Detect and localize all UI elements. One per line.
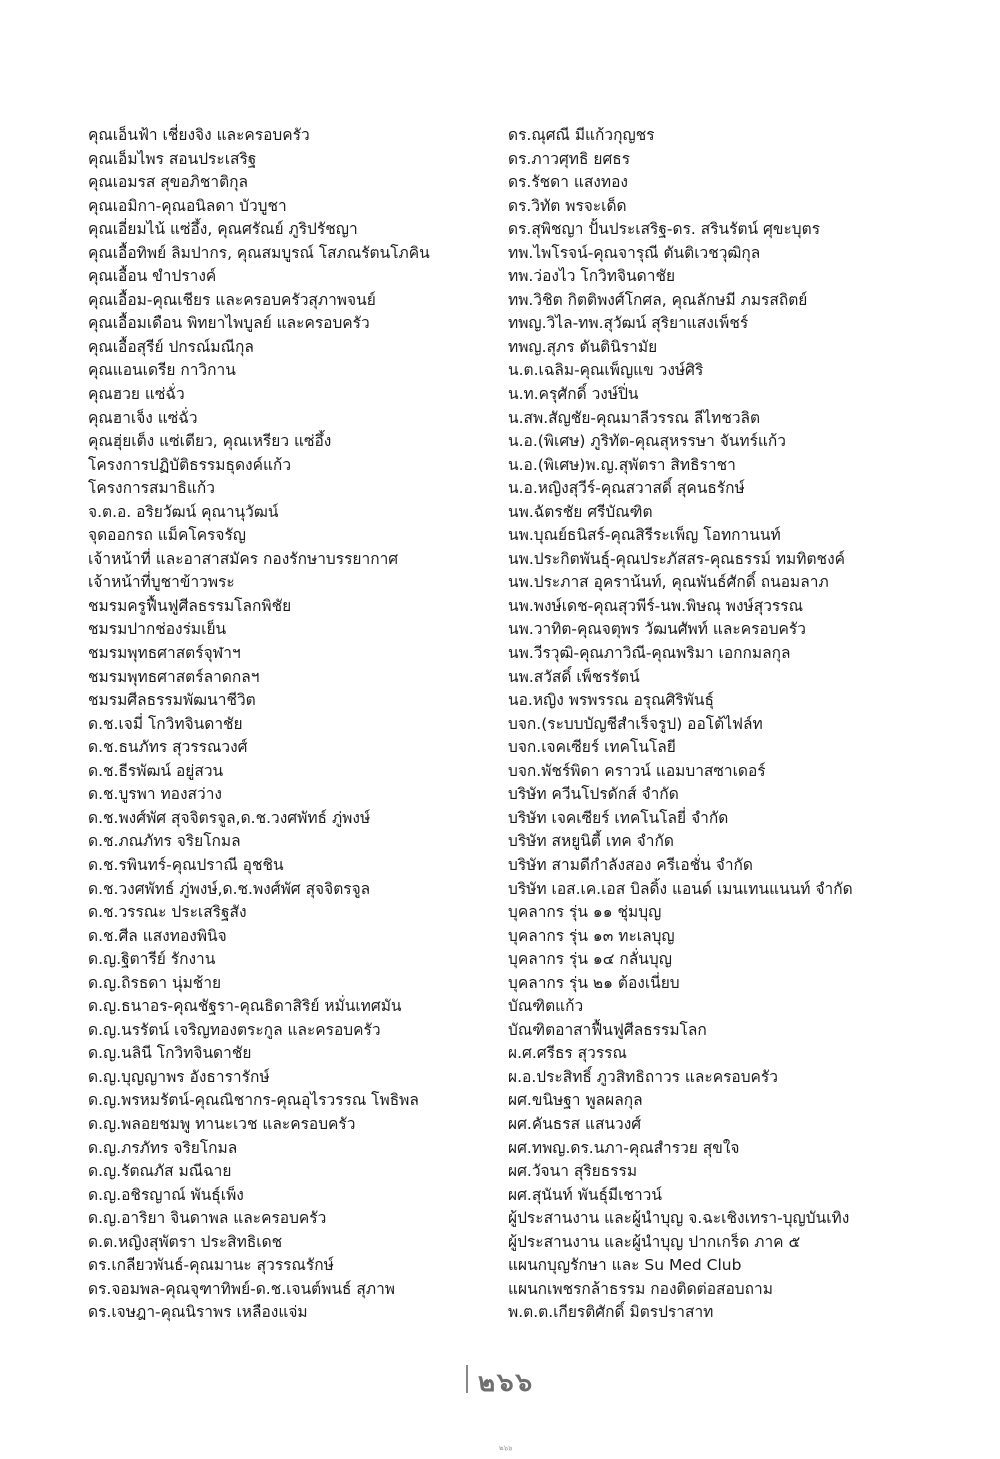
name-entry: ทพญ.สุภร ตันตินิรามัย bbox=[508, 337, 658, 356]
name-entry: ผศ.ทพญ.ดร.นภา-คุณสำรวย สุขใจ bbox=[508, 1138, 740, 1157]
name-entry: นพ.พงษ์เดช-คุณสุวพีร์-นพ.พิษณุ พงษ์สุวรรณ bbox=[508, 596, 803, 615]
name-entry: ด.ช.วงศพัทธ์ ภู่พงษ์,ด.ช.พงศ์พัศ สุจจิตรจูล bbox=[88, 879, 371, 898]
name-entry: ทพ.วิชิต กิตติพงศ์โกศล, คุณลักษมี ภมรสถิตย์ bbox=[508, 290, 808, 309]
name-entry: ชมรมพุทธศาสตร์จุฬาฯ bbox=[88, 644, 241, 663]
name-entry: ทพ.ว่องไว โกวิทจินดาชัย bbox=[508, 267, 676, 286]
name-entry: ชมรมครูฟื้นฟูศีลธรรมโลกพิชัย bbox=[88, 596, 292, 615]
name-entry: ด.ช.ธนภัทร สุวรรณวงศ์ bbox=[88, 738, 248, 757]
footer-divider bbox=[466, 1365, 468, 1393]
name-entry: ผศ.สุนันท์ พันธุ์มีเชาวน์ bbox=[508, 1185, 662, 1204]
name-entry: คุณฮุ่ยเต็ง แซ่เตียว, คุณเหรียว แซ่อึ้ง bbox=[88, 432, 332, 451]
name-entry: ดร.รัชดา แสงทอง bbox=[508, 173, 628, 192]
name-entry: ด.ญ.พลอยชมพู ทานะเวช และครอบครัว bbox=[88, 1114, 356, 1133]
name-entry: จุดออกรถ แม็คโครจรัญ bbox=[88, 526, 246, 545]
name-entry: น.อ.หญิงสุวีร์-คุณสวาสดิ์ สุคนธรักษ์ bbox=[508, 479, 745, 498]
left-name-column bbox=[88, 124, 498, 1325]
name-entry: น.อ.(พิเศษ) ภูริทัต-คุณสุหรรษา จันทร์แก้ว bbox=[508, 432, 786, 451]
name-entry: ชมรมศีลธรรมพัฒนาชีวิต bbox=[88, 691, 256, 710]
name-entry: พ.ต.ต.เกียรติศักดิ์ มิตรปราสาท bbox=[508, 1303, 714, 1322]
name-entry: ดร.เจษฎา-คุณนิราพร เหลืองแจ่ม bbox=[88, 1303, 308, 1322]
name-entry: นพ.ประกิตพันธุ์-คุณประภัสสร-คุณธรรม์ ทมทิตชงค์ bbox=[508, 549, 846, 568]
name-entry: ชมรมพุทธศาสตร์ลาดกลฯ bbox=[88, 667, 260, 686]
name-entry: โครงการสมาธิแก้ว bbox=[88, 479, 215, 498]
name-entry: แผนกบุญรักษา และ Su Med Club bbox=[508, 1256, 742, 1275]
name-entry: บจก.พัชร์พิดา คราวน์ แอมบาสซาเดอร์ bbox=[508, 761, 766, 780]
name-entry: ด.ญ.ภรภัทร จริยโกมล bbox=[88, 1138, 238, 1157]
name-entry: คุณเอื้อม-คุณเชียร และครอบครัวสุภาพจนย์ bbox=[88, 290, 376, 309]
name-entry: ด.ต.หญิงสุพัตรา ประสิทธิเดช bbox=[88, 1232, 283, 1251]
name-entry: ดร.ณุศณี มีแก้วกุญชร bbox=[508, 126, 655, 144]
name-entry: บัณฑิตอาสาฟื้นฟูศีลธรรมโลก bbox=[508, 1020, 707, 1039]
name-entry: บริษัท เอส.เค.เอส บิลดิ้ง แอนด์ เมนเทนแนนท์ จำกัด bbox=[508, 879, 853, 898]
name-entry: ด.ช.ภณภัทร จริยโกมล bbox=[88, 832, 241, 851]
name-entry: บุคลากร รุ่น ๑๓ ทะเลบุญ bbox=[508, 926, 675, 945]
name-entry: บุคลากร รุ่น ๑๑ ชุ่มบุญ bbox=[508, 903, 662, 922]
name-entry: ดร.วิทัต พรจะเด็ด bbox=[508, 196, 627, 215]
name-entry: นพ.วาทิต-คุณจตุพร วัฒนศัพท์ และครอบครัว bbox=[508, 620, 806, 639]
name-entry: แผนกเพชรกล้าธรรม กองติดต่อสอบถาม bbox=[508, 1279, 773, 1298]
name-entry: จ.ต.อ. อริยวัฒน์ คุณานุวัฒน์ bbox=[88, 502, 279, 521]
name-entry: คุณเอื้อมเดือน พิทยาไพบูลย์ และครอบครัว bbox=[88, 314, 370, 333]
name-entry: ผู้ประสานงาน และผู้นำบุญ จ.ฉะเชิงเทรา-บุญบันเทิง bbox=[508, 1209, 850, 1228]
name-entry: เจ้าหน้าที่ และอาสาสมัคร กองรักษาบรรยากาศ bbox=[88, 549, 399, 568]
name-entry: ดร.เกลียวพันธ์-คุณมานะ สุวรรณรักษ์ bbox=[88, 1256, 334, 1275]
name-entry: ดร.จอมพล-คุณจุฑาทิพย์-ด.ช.เจนต์พนธ์ สุภาพ bbox=[88, 1279, 396, 1298]
name-entry: ด.ช.พงศ์พัศ สุจจิตรจูล,ด.ช.วงศพัทธ์ ภู่พงษ์ bbox=[88, 808, 371, 827]
page-number: ๒๖๖ bbox=[478, 1368, 535, 1398]
footer-small-page-mark: ๒๖๖ bbox=[499, 1444, 513, 1452]
name-entry: น.สพ.สัญชัย-คุณมาลีวรรณ ลีไทชวลิต bbox=[508, 408, 761, 427]
name-entry: บจก.(ระบบบัญชีสำเร็จรูป) ออโต้ไฟล์ท bbox=[508, 714, 763, 733]
name-entry: ด.ญ.ฐิตารีย์ รักงาน bbox=[88, 950, 216, 969]
name-entry: ชมรมปากช่องร่มเย็น bbox=[88, 620, 227, 639]
name-entry: คุณเอี่ยมไน้ แซ่อึ้ง, คุณศรัณย์ ภูริปรัชญา bbox=[88, 220, 358, 239]
name-entry: ด.ช.ธีรพัฒน์ อยู่สวน bbox=[88, 761, 224, 780]
name-entry: นพ.สวัสดิ์ เพ็ชรรัตน์ bbox=[508, 667, 640, 686]
name-entry: บริษัท เจคเซียร์ เทคโนโลยี่ จำกัด bbox=[508, 808, 729, 827]
name-entry: ผู้ประสานงาน และผู้นำบุญ ปากเกร็ด ภาค ๕ bbox=[508, 1232, 801, 1251]
name-entry: ผ.อ.ประสิทธิ์ ภูวสิทธิถาวร และครอบครัว bbox=[508, 1067, 778, 1086]
name-entry: ด.ช.วรรณะ ประเสริฐสัง bbox=[88, 903, 247, 922]
name-entry: บจก.เจคเซียร์ เทคโนโลยี bbox=[508, 738, 676, 757]
name-entry: ด.ญ.อชิรญาณ์ พันธุ์เพ็ง bbox=[88, 1185, 244, 1204]
name-entry: ทพ.ไพโรจน์-คุณจารุณี ตันติเวชวุฒิกุล bbox=[508, 243, 761, 262]
name-entry: คุณฮวย แซ่ฉั่ว bbox=[88, 385, 185, 404]
name-entry: บุคลากร รุ่น ๑๔ กลั่นบุญ bbox=[508, 950, 672, 969]
name-entry: คุณเอื้อสุรีย์ ปกรณ์มณีกุล bbox=[88, 337, 254, 356]
name-entry: ด.ญ.อาริยา จินดาพล และครอบครัว bbox=[88, 1209, 327, 1228]
name-entry: ด.ญ.บุญญาพร อังธารารักษ์ bbox=[88, 1067, 270, 1086]
name-entry: บริษัท สหยูนิตี้ เทค จำกัด bbox=[508, 832, 674, 851]
name-entry: บริษัท ควีนโปรดักส์ จำกัด bbox=[508, 785, 679, 804]
name-entry: ด.ช.รพินทร์-คุณปราณี อุชชิน bbox=[88, 855, 284, 874]
name-entry: น.อ.(พิเศษ)พ.ญ.สุพัตรา สิทธิราชา bbox=[508, 455, 736, 474]
name-entry: เจ้าหน้าที่บูชาข้าวพระ bbox=[88, 573, 235, 592]
name-entry: ด.ญ.ถิรธดา นุ่มช้าย bbox=[88, 973, 222, 992]
name-entry: คุณเอ็มไพร สอนประเสริฐ bbox=[88, 149, 257, 168]
name-entry: คุณแอนเดรีย กาวิกาน bbox=[88, 361, 236, 380]
name-entry: นอ.หญิง พรพรรณ อรุณศิริพันธุ์ bbox=[508, 691, 714, 710]
name-entry: บุคลากร รุ่น ๒๑ ต้องเนี่ยบ bbox=[508, 973, 680, 992]
name-entry: บริษัท สามดีกำลังสอง ครีเอชั่น จำกัด bbox=[508, 855, 753, 874]
name-entry: ดร.สุพิชญา ปั้นประเสริฐ-ดร. สรินรัตน์ ศุขะบุตร bbox=[508, 220, 821, 239]
name-entry: ผศ.วัจนา สุริยธรรม bbox=[508, 1162, 638, 1181]
right-name-column bbox=[508, 124, 968, 1325]
name-entry: ทพญ.วิไล-ทพ.สุวัฒน์ สุริยาแสงเพ็ชร์ bbox=[508, 314, 749, 333]
name-entry: ผศ.คันธรส แสนวงศ์ bbox=[508, 1114, 642, 1133]
name-entry: นพ.ฉัตรชัย ศรีบัณฑิต bbox=[508, 502, 653, 521]
name-entry: น.ท.ครุศักดิ์ วงษ์ปิ่น bbox=[508, 385, 639, 404]
name-entry: คุณเอ็นฟ้า เชี่ยงจิง และครอบครัว bbox=[88, 126, 310, 144]
name-entry: คุณเอื้อน ขำปรางค์ bbox=[88, 267, 217, 286]
name-entry: คุณฮาเจ็ง แซ่ฉั่ว bbox=[88, 408, 198, 427]
name-entry: ด.ญ.รัตณภัส มณีฉาย bbox=[88, 1162, 232, 1181]
name-entry: ผ.ศ.ศรีธร สุวรรณ bbox=[508, 1044, 627, 1063]
name-entry: ด.ช.บูรพา ทองสว่าง bbox=[88, 785, 222, 804]
name-entry: โครงการปฏิบัติธรรมธุดงค์แก้ว bbox=[88, 455, 292, 474]
name-entry: คุณเอมิกา-คุณอนิลดา บัวบูชา bbox=[88, 196, 287, 215]
name-entry: ด.ญ.ธนาอร-คุณชัฐรา-คุณธิดาสิริย์ หมั่นเทศมัน bbox=[88, 997, 402, 1016]
name-entry: นพ.ประภาส อุคราน้นท์, คุณพันธ์ศักดิ์ ถนอมลาภ bbox=[508, 573, 829, 592]
name-entry: น.ต.เฉลิม-คุณเพ็ญแข วงษ์ศิริ bbox=[508, 361, 704, 380]
name-entry: ด.ช.เจมี่ โกวิทจินดาชัย bbox=[88, 714, 243, 733]
name-entry: ดร.ภาวศุทธิ ยศธร bbox=[508, 149, 631, 168]
name-entry: นพ.บุณย์ธนิสร์-คุณสิรีระเพ็ญ โอทกานนท์ bbox=[508, 526, 781, 545]
name-entry: ด.ช.ศีล แสงทองพินิจ bbox=[88, 926, 227, 945]
name-entry: ด.ญ.นลินี โกวิทจินดาชัย bbox=[88, 1044, 252, 1063]
name-entry: นพ.วีรวุฒิ-คุณภาวิณี-คุณพริมา เอกกมลกุล bbox=[508, 644, 791, 663]
name-entry: บัณฑิตแก้ว bbox=[508, 997, 584, 1016]
name-entry: คุณเอมรส สุขอภิชาติกุล bbox=[88, 173, 249, 192]
name-entry: ด.ญ.พรหมรัตน์-คุณณิชากร-คุณอุไรวรรณ โพธิพล bbox=[88, 1091, 419, 1110]
name-entry: ผศ.ขนิษฐา พูลผลกุล bbox=[508, 1091, 643, 1110]
name-entry: ด.ญ.นรรัตน์ เจริญทองตระกูล และครอบครัว bbox=[88, 1020, 381, 1039]
name-entry: คุณเอื้อทิพย์ ลิมปากร, คุณสมบูรณ์ โสภณรัตนโภคิน bbox=[88, 243, 430, 262]
